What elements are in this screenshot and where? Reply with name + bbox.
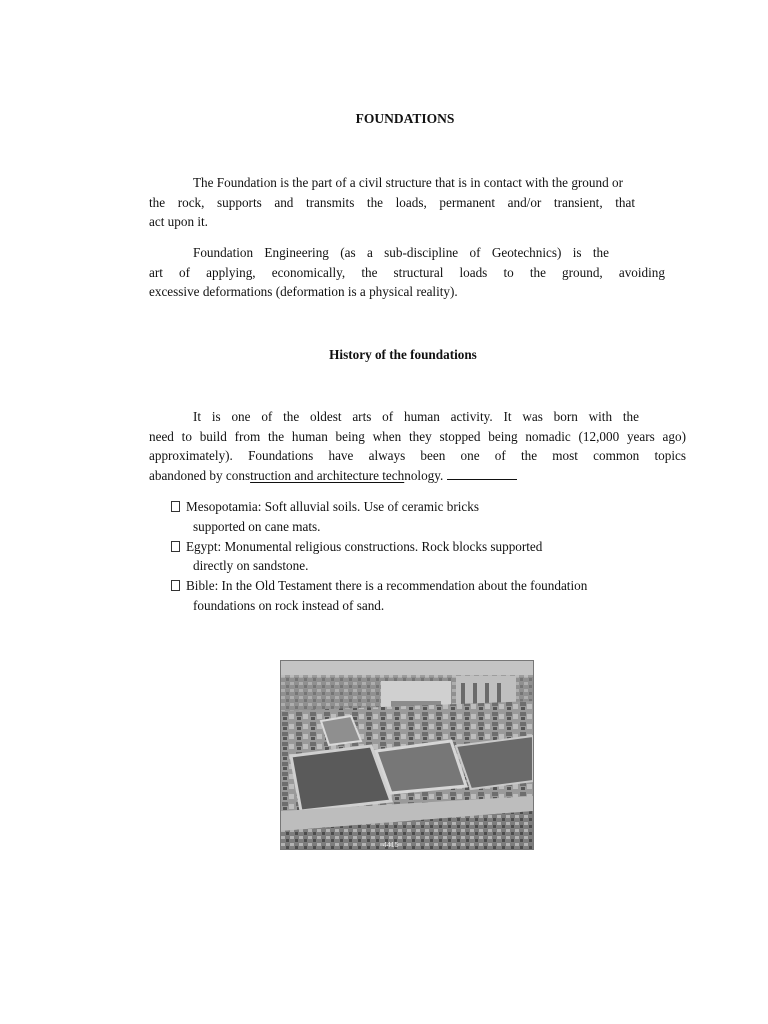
list-item [171, 537, 671, 577]
paragraph-line: the rock, supports and transmits the loads, permanent and/or transient, that [149, 194, 635, 210]
document-title: FOUNDATIONS [355, 111, 455, 126]
bullet-continuation: foundations on rock instead of sand. [193, 597, 385, 613]
paragraph-line: Foundation Engineering (as a sub-discipline of Geotechnics) is the [193, 245, 609, 260]
paragraph-line: excessive deformations (deformation is a physical reality). [149, 284, 458, 299]
intro-paragraph-1 [149, 173, 665, 232]
bullet-continuation: directly on sandstone. [193, 558, 309, 574]
bullet-text: Bible: In the Old Testament there is a recommendation about the foundation [186, 578, 588, 594]
history-bullet-list [171, 497, 671, 616]
ruins-photo-illustration [281, 661, 533, 849]
paragraph-line: need to build from the human being when they stopped being nomadic (12,000 years ago) [149, 428, 686, 444]
text-fragment: abandoned by cons [149, 467, 251, 483]
underlined-text: truction and architecture tech [250, 467, 405, 483]
paragraph-line: The Foundation is the part of a civil structure that is in contact with the ground or [193, 175, 623, 190]
paragraph-line: It is one of the oldest arts of human activity. It was born with the [193, 409, 639, 424]
paragraph-line: art of applying, economically, the structural loads to the ground, avoiding [149, 264, 665, 280]
checkbox-glyph-icon [171, 501, 180, 512]
checkbox-glyph-icon [171, 541, 180, 552]
text-fragment: nology. [404, 467, 444, 483]
section-title: History of the foundations [329, 347, 477, 362]
bullet-line [171, 537, 671, 557]
blank-line [447, 467, 517, 480]
intro-paragraph-2 [149, 243, 665, 302]
history-paragraph [149, 407, 686, 485]
bullet-line [171, 497, 671, 517]
bullet-text: Egypt: Monumental religious constructions. Rock blocks supported [186, 538, 543, 554]
bullet-line [171, 576, 671, 596]
paragraph-line: approximately). Foundations have always been one of the most common topics [149, 448, 686, 463]
bullet-text: Mesopotamia: Soft alluvial soils. Use of ceramic bricks [186, 499, 479, 514]
paragraph-last-line [149, 466, 686, 486]
ruins-photograph [280, 660, 534, 850]
list-item [171, 497, 671, 537]
list-item [171, 576, 671, 616]
paragraph-line: act upon it. [149, 214, 208, 229]
checkbox-glyph-icon [171, 580, 180, 591]
bullet-continuation: supported on cane mats. [193, 518, 321, 534]
photo-label: 4415 [383, 842, 399, 849]
